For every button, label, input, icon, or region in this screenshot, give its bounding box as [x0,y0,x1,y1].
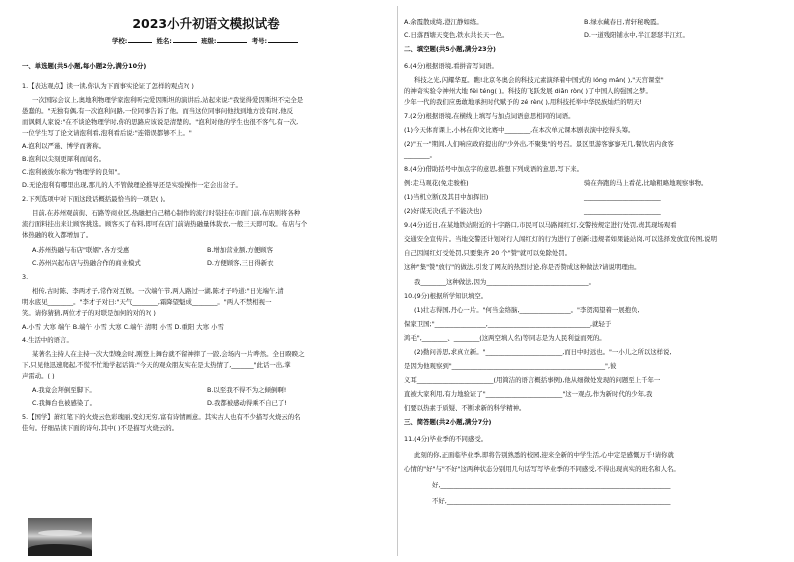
question-line-text: 自己因闯红灯受处罚,只要集齐 20 个"赞"就可以免除处罚。 [404,249,572,257]
question-line-text: A.余霞散成绮,澄江静如练。 [404,18,483,26]
question-line [404,334,606,342]
question-line [22,413,301,421]
question-line-text: 鸿毛",________、________(这两空填人名)等同志是为人民利益而死的。 [404,334,606,342]
question-line-text: 一次国际会议上,奥地利物理学家泡利听完爱因斯坦的演讲后,站起来说:"我觉得爱因斯坦不完全是 [32,96,304,104]
question-line [404,249,571,257]
question-line-text: C.日落西塘天变色,铁水共长天一色。 [404,31,509,39]
question-line-text: 好,________________________________________________________________________ [432,481,671,489]
question-line [404,481,671,489]
question-line-text: ________。 [404,151,436,159]
question-line-text: 一、单选题(共5小题,每小题2分,满分10分) [22,62,147,70]
question-line [22,361,291,369]
question-line-text: 少年一代的我们应勇敢地承担时代赋予的 zé rèn( ),用科技托举中华民族灿烂的明天! [404,98,642,106]
question-line [404,112,575,120]
question-line [404,362,616,370]
question-line [404,320,611,328]
question-line [404,497,671,505]
question-line-text: 相传,古时陈、李两才子,常作对互娱。一次端午节,两人路过一湖,陈才子吟道:"日光端午,清 [32,287,284,295]
q2-option-row [22,259,274,267]
question-line [404,151,436,159]
question-line-text: (2)"五一"期间,人们响应政府提出的"少外出,不聚集"的号召。景区里游客寥寥无几,餐饮店内食客 [404,140,674,148]
question-line [22,273,28,281]
sunset-cloud-photo [28,518,92,556]
question-line-text: 直被大家利用,有力地验证了"________________________"这一观点,作为新时代的少年,我 [404,390,653,398]
question-line-text: 例:走马观花(免走骏椎) [404,179,469,187]
question-line [404,31,689,39]
right-column [404,0,774,562]
q2-option-row-a[interactable]: C.苏州兴起布店与热融合作的商业模式 [32,259,141,267]
question-line-second: ________________________ [584,207,661,215]
question-line-text: 佳句。仔细品读下面的诗句,其中( )不是描写火烧云的。 [22,424,179,432]
question-line-text: 二、填空题(共5小题,满分23分) [404,45,496,53]
question-line-text: 不好,______________________________________________________________________ [432,497,671,505]
q4-option-row [22,386,287,394]
question-line [404,76,664,84]
question-line-text: 而讽刺人家说:"在不谈论物理学时,你的思路应该说是清楚的。"泡利对他的学生也很不客气,有一次, [22,118,299,126]
question-line-text: (1)当机立断(及其目中加挥旧) [404,193,489,201]
question-line-second: ________________________ [584,193,661,201]
q4-option-row-b[interactable]: D.我都被感动得乘不自已了! [207,399,287,407]
question-line [22,350,304,358]
question-line-text: 9.(4分)近日,在某地铁站附近的十字路口,市民可以马路闯红灯,交警按规定进行处罚,责其现场观看 [404,221,677,229]
question-line-text: 的神奇实验令神州大地 fèi téng( )。科技的飞跃发展 diǎn ròn( )了中国人的强国之梦。 [404,87,652,95]
question-line-text: D.无论泡利有哪里出现,那儿的人不管做理论推导还是实验操作一定会出岔子。 [22,181,242,189]
question-line [404,87,652,95]
q4-option-row-a[interactable]: A.我竟会拜倒至脚下。 [32,386,96,394]
question-line [22,82,194,90]
question-line-text: 1.【表达观点】读一读,你认为下面事实论证了怎样的观点?( ) [22,82,194,90]
question-line [22,220,307,228]
question-line [22,372,55,380]
question-line [22,287,284,295]
q3-option-row-text: A.小雪 大寒 端午 B.端午 小雪 大寒 C.端午 清明 小雪 D.重阳 大寒 小雪 [22,323,224,331]
question-line [404,465,680,473]
question-line-text: 声雷动。( ) [22,372,55,380]
question-line-text: 2.下列选项中对下面这段话概括最恰当的一项是( )。 [22,195,170,203]
question-line-text: 5.【国学】萧红笔下的火烧云色彩瑰丽,变幻无穷,富有诗情画意。其实古人也有不少描写火烧云的名 [22,413,301,421]
exam-number-field[interactable] [268,36,298,43]
question-line-text: 6.(4分)根据语境,看拼音写词语。 [404,62,498,70]
question-line-text: 们要以热素于质疑、不断求新的科学精神。 [404,404,526,412]
question-line-text: 此刻的你,正面临毕业季,即将告别熟悉的校园,迎来全新的中学生活,心中定是感慨万千!请你就 [414,451,674,459]
question-line-text: B.泡利以尖刻更犀利而闻名。 [22,155,106,163]
question-line-text: 10.(9分)根据所学知识填空。 [404,292,488,300]
question-line [404,235,717,243]
question-line [404,435,487,443]
q3-option-row [22,323,224,331]
question-line [22,195,169,203]
question-line-text: 下,只见他迅速爬起,不慌不忙地学起话筒:"今天的观众朋友实在是太热情了,_______"此话一出,掌 [22,361,291,369]
exam-title: 2023小升初语文模拟试卷 [132,16,280,31]
question-line [404,376,660,384]
question-line [22,309,156,317]
question-line [404,404,525,412]
question-line-text: 8.(4分)借助括号中加点字的意思,推想下列成语的意思,写下来。 [404,165,583,173]
question-line-text: 愚蠢的。"无独有偶,有一次泡利问路,一位同事告诉了他。而当这位同事问他找到地方没有时,他反 [22,107,294,115]
question-line [22,96,303,104]
name-field[interactable] [173,36,197,43]
question-line [22,129,192,137]
class-label: 班级: [201,37,217,45]
column-divider [397,6,398,556]
question-line [404,451,674,459]
question-line-text: 心情的"好"与"不好"这两种状态分别用几句话写写毕业季的不同感受,不得出现真实的班名和人名。 [404,465,680,473]
question-line [22,209,300,217]
question-line-text: 11.(4分)毕业季的不同感受。 [404,435,488,443]
q2-option-row-a[interactable]: A.苏州热融与布店"联姻",各方受惠 [32,246,130,254]
question-line-text: 三、简答题(共2小题,满分7分) [404,418,492,426]
question-line [404,126,634,134]
question-line-text: 义耳________________________(用简洁的语言概括事例),他从细微处发现的问题至上千年一 [404,376,661,384]
question-line-text: 目前,在苏州观前街、石路等商业区,热融把自己精心制作的流行时装挂在市面门前,布店则将各种 [32,209,301,217]
question-line-text: (2)好谋无决(孔子不能决也) [404,207,482,215]
question-line-text: 我________这种做法,因为________________________________。 [414,278,595,286]
class-field[interactable] [217,36,247,43]
question-line-second: D.一道残阳铺水中,半江瑟瑟半江红。 [584,31,689,39]
student-info [22,36,390,45]
q4-option-row-a[interactable]: C.我舞台也被感染了。 [32,399,97,407]
question-line-second: B.绿水藏春日,青轩秘晚霞。 [584,18,663,26]
question-line-text: 这种"集"赞"放行"的做法,引发了网友的热烈讨论,你是否赞成这种做法?请说明理由。 [404,263,641,271]
question-line [404,390,652,398]
question-line [404,292,487,300]
question-line [404,207,661,215]
question-line-second: 骑在奔跑的马上看花,比喻粗略地观察事物。 [584,179,708,187]
question-line [22,62,146,70]
question-line [404,62,498,70]
hill-silhouette [28,544,92,556]
left-column [22,0,390,562]
question-line [404,98,642,106]
question-line [404,165,583,173]
question-line [404,193,661,201]
question-line-text: 流行面料挂出来让顾客挑选。顾客买了布料,即可在店门前请热融量体裁衣,一般三天即可取。布店与个 [22,220,308,228]
question-line-text: 明水底见________。"李才子对曰:"天气________,霜降望魁成________。"两人不禁相视一 [22,298,272,306]
question-line [404,45,496,53]
question-line [22,231,92,239]
exam-number-label: 考号: [251,37,268,45]
question-line [22,424,178,432]
question-line-text: (1)今天体育课上,小林在仰文比赛中________,在本次单元课本剧表演中挖得头筹。 [404,126,635,134]
q4-option-row-b[interactable]: B.以至我不得不为之倾倒啊! [207,386,287,394]
question-line-text: 笑。请你猜猜,两位才子的对联是加何的对的?( ) [22,309,156,317]
school-field[interactable] [128,36,152,43]
question-line [22,142,105,150]
question-line-text: 一位学生写了论文请泡利看,泡利看后说:"连错误都够不上。" [22,129,192,137]
question-line-text: A.泡利以严谨、博学而著称。 [22,142,105,150]
school-label: 学校: [111,37,128,45]
question-line [22,107,293,115]
question-line [404,278,595,286]
question-line [22,168,124,176]
question-line-text: 7.(2分)根据语境,在横线上填写与加点词语意思相同的词语。 [404,112,575,120]
question-line [22,298,271,306]
cloud-shape [38,530,82,536]
question-line-text: (1)壮志得国,丹心一片。"何当金络脑,________________。"李贺渴望着一展抱负, [414,306,640,314]
q2-option-row-b[interactable]: B.增加营业额,方便顾客 [207,246,273,254]
question-line-text: (2)勤问善思,求真立新。"________________________,而日中时远也。"一小儿之所以这样说, [414,348,672,356]
question-line [404,179,708,187]
question-line [404,18,663,26]
question-line [22,118,298,126]
question-line [404,140,674,148]
question-line-text: 体热融的收入都增加了。 [22,231,93,239]
question-line-text: 交通安全宣传片。当地交警还计划对行人闯红灯的行为进行了创新:违规者如果能站岗,可以选择发放宣传图,说明 [404,235,717,243]
question-line [22,155,105,163]
question-line [22,181,242,189]
question-line-text: C.泡利被彼尔称为"物理学的良知"。 [22,168,124,176]
question-line-text: 科技之光,闪耀华夏。瞧!北京冬奥会的科技元素演绎着中国式的 lóng mán( ),"天宫课堂" [414,76,664,84]
question-line [404,348,671,356]
question-line [404,263,641,271]
question-line [404,221,677,229]
question-line-text: 3. [22,273,29,281]
q2-option-row-b[interactable]: D.方便顾客,三日得新衣 [207,259,274,267]
question-line-text: 4.生活中的语言。 [22,336,73,344]
question-line-text: 某著名主持人在主持一次大型晚会时,刚登上舞台就不留神摔了一跤,会场内一片哗然。全日睽睽之 [32,350,305,358]
question-line-text: 保家卫国;"________________,________________________________,就轻于 [404,320,612,328]
q4-option-row [22,399,287,407]
question-line [404,418,491,426]
question-line [404,306,640,314]
name-label: 姓名: [156,37,172,45]
question-line-text: 是因为他观察到"________________________________________________",彼 [404,362,617,370]
question-line [22,336,73,344]
q2-option-row [22,246,273,254]
